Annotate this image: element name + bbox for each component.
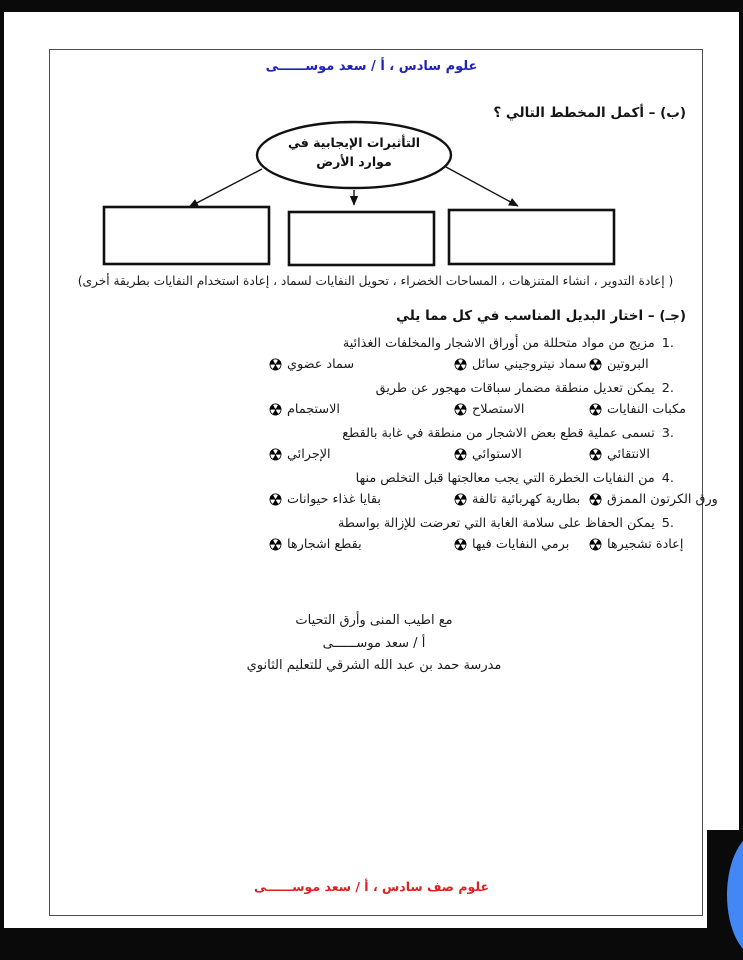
radioactive-icon — [454, 493, 467, 506]
option-choice — [454, 492, 580, 507]
options-row — [64, 534, 684, 559]
closing-line3: مدرسة حمد بن عبد الله الشرقي للتعليم الثانوي — [246, 658, 502, 673]
concept-ellipse-label — [257, 133, 451, 171]
closing-block — [64, 610, 684, 678]
option-label: إعادة تشجيرها — [607, 537, 684, 552]
radioactive-icon — [454, 358, 467, 371]
option-label: سماد عضوي — [287, 357, 355, 372]
arrow-left — [189, 169, 262, 207]
page-footer: علوم صف سادس ، أ / سعد موســــــى — [253, 879, 490, 894]
radioactive-icon — [454, 448, 467, 461]
question-text — [64, 379, 684, 399]
question-number: 1. — [661, 336, 674, 351]
question-number: 2. — [661, 381, 674, 396]
option-label: ورق الكرتون الممزق — [607, 492, 718, 507]
option-label: برمي النفايات فيها — [472, 537, 570, 552]
question-2 — [64, 379, 684, 424]
question-text — [64, 334, 684, 354]
options-row — [64, 399, 684, 424]
radioactive-icon — [269, 538, 282, 551]
ellipse-label-line1: التأثيرات الإيجابية في — [287, 135, 421, 150]
question-text — [64, 424, 684, 444]
section-c-title: (جـ) – اختار البديل المناسب في كل مما يلي — [396, 308, 686, 324]
ellipse-label-line2: موارد الأرض — [316, 154, 392, 169]
question-body: من النفايات الخطرة التي يجب معالجتها قبل التخلص منها — [355, 471, 655, 486]
question-body: تسمى عملية قطع بعض الاشجار من منطقة في غابة بالقطع — [342, 426, 655, 441]
option-choice — [589, 357, 649, 372]
worksheet-page — [4, 12, 739, 928]
answer-box-left — [104, 207, 269, 264]
question-number: 3. — [661, 426, 674, 441]
option-choice — [589, 492, 718, 507]
section-b-title: (ب) – أكمل المخطط التالي ؟ — [493, 105, 686, 121]
option-choice — [269, 447, 331, 462]
options-row — [64, 489, 718, 514]
answer-box-right — [449, 210, 614, 264]
option-choice — [454, 447, 522, 462]
option-choice — [589, 537, 683, 552]
answer-box-middle — [289, 212, 434, 265]
page-header: علوم سادس ، أ / سعد موســــــى — [265, 59, 478, 74]
option-label: بقايا غذاء حيوانات — [287, 492, 381, 507]
radioactive-icon — [589, 493, 602, 506]
option-label: سماد نيتروجيني سائل — [472, 357, 587, 372]
radioactive-icon — [589, 358, 602, 371]
option-label: الاستوائي — [472, 447, 522, 462]
radioactive-icon — [269, 358, 282, 371]
option-choice — [589, 402, 686, 417]
radioactive-icon — [454, 538, 467, 551]
radioactive-icon — [589, 403, 602, 416]
question-1 — [64, 334, 684, 379]
question-4 — [64, 469, 718, 514]
closing-line2: أ / سعد موســــــى — [322, 635, 426, 651]
option-choice — [269, 492, 381, 507]
option-label: البروتين — [607, 357, 649, 372]
question-text — [64, 469, 684, 489]
radioactive-icon — [269, 448, 282, 461]
question-text — [64, 514, 684, 534]
radioactive-icon — [589, 448, 602, 461]
option-choice — [269, 537, 362, 552]
question-number: 5. — [661, 516, 674, 531]
options-row — [64, 354, 684, 379]
option-choice — [454, 402, 524, 417]
option-label: بطارية كهربائية تالفة — [472, 492, 581, 507]
question-list — [64, 334, 718, 559]
question-body: يمكن تعديل منطقة مضمار سباقات مهجور عن طريق — [375, 381, 655, 396]
question-body: يمكن الحفاظ على سلامة الغابة التي تعرضت للإزالة بواسطة — [337, 516, 655, 531]
question-body: مزيج من مواد متحللة من أوراق الاشجار والمخلفات الغذائية — [342, 336, 655, 351]
option-label: الانتقائي — [607, 447, 650, 462]
option-label: الاستجمام — [287, 402, 340, 417]
option-choice — [589, 447, 650, 462]
radioactive-icon — [589, 538, 602, 551]
radioactive-icon — [269, 403, 282, 416]
word-bank: ( إعادة التدوير ، انشاء المتنزهات ، المساحات الخضراء ، تحويل النفايات لسماد ، إعادة استخدام النفايات بطريقة أخرى) — [77, 274, 674, 288]
option-label: مكبات النفايات — [607, 402, 686, 417]
option-label: بقطع اشجارها — [287, 537, 362, 552]
option-label: الإجرائي — [287, 447, 331, 462]
options-row — [64, 444, 684, 469]
arrow-right — [446, 167, 518, 206]
option-choice — [454, 537, 569, 552]
question-number: 4. — [661, 471, 674, 486]
option-label: الاستصلاح — [472, 402, 525, 417]
question-5 — [64, 514, 684, 559]
question-3 — [64, 424, 684, 469]
radioactive-icon — [454, 403, 467, 416]
option-choice — [454, 357, 587, 372]
option-choice — [269, 402, 340, 417]
option-choice — [269, 357, 354, 372]
closing-line1: مع اطيب المنى وأرق التحيات — [295, 613, 453, 628]
radioactive-icon — [269, 493, 282, 506]
